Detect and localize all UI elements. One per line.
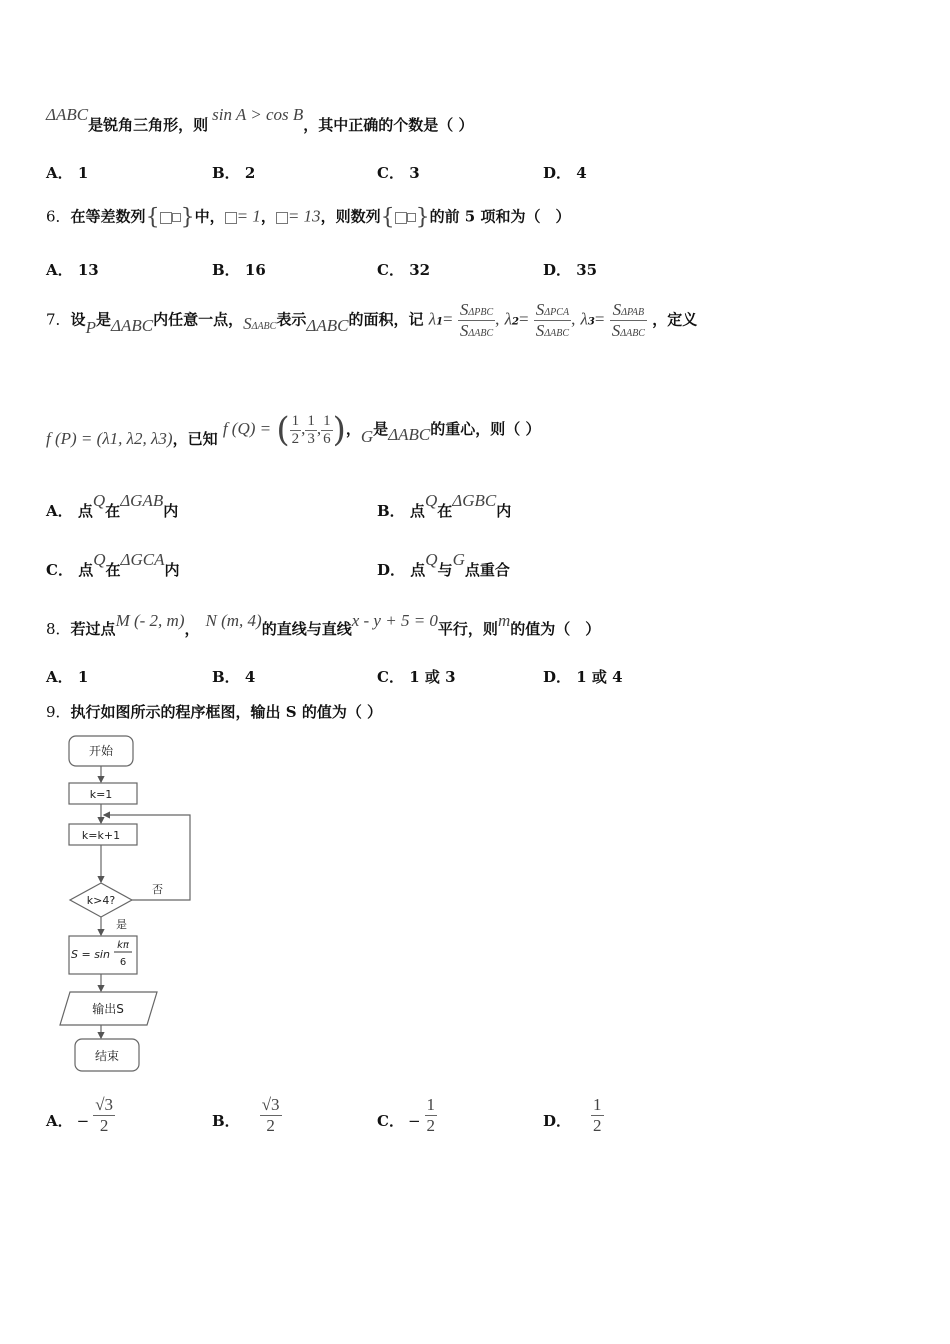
flow-init-label: k=1: [89, 788, 113, 801]
flow-end-label: 结束: [94, 1049, 120, 1063]
missing-glyph-icon: [225, 212, 237, 224]
missing-glyph-icon: [395, 212, 407, 224]
q5-text1: 是锐角三角形，则: [88, 116, 209, 134]
q7-option-d[interactable]: D． 点Q与G点重合: [377, 550, 510, 579]
flow-output-label: 输出S: [92, 1002, 124, 1016]
q5-text2: ，其中正确的个数是（ ）: [303, 116, 474, 134]
flow-start-label: 开始: [88, 744, 114, 758]
flow-no-label: 否: [152, 883, 163, 896]
flow-step-label: k=k+1: [81, 829, 121, 842]
q9-stem: 9．执行如图所示的程序框图，输出 S 的值为（ ）: [46, 703, 383, 721]
q9-option-c[interactable]: C． − $\frac{1}{2}$: [377, 1095, 436, 1135]
q7-stem-line1: 7．设P是ΔABC内任意一点，SΔABC表示ΔABC的面积，记 λ1= $\frac{\text{SΔPBC}}{\text{SΔABC}}$ , λ2= $\frac{\text{SΔPCA}}{\text{SΔABC}}$ , λ3= $\frac{\text{SΔPAB}}{\text{SΔABC}}$ ，定义: [46, 300, 698, 340]
missing-glyph-icon: [276, 212, 288, 224]
missing-glyph-icon: [160, 212, 172, 224]
q6-option-d[interactable]: D． 35: [543, 261, 598, 279]
missing-glyph-icon: [407, 213, 416, 222]
q9-option-a[interactable]: A． − $\frac{√3}{2}$: [46, 1095, 114, 1135]
flow-yes-label: 是: [116, 918, 127, 931]
flow-formula-left: S = sin: [71, 948, 110, 961]
flow-formula-num: kπ: [117, 940, 129, 951]
q6-option-a[interactable]: A． 13: [46, 261, 99, 279]
q5-condition: sin A > cos B: [212, 105, 304, 124]
lambda2-fraction: $\frac{\text{SΔPCA}}{\text{SΔABC}}$: [535, 300, 570, 340]
q5-option-d[interactable]: D． 4: [543, 164, 587, 182]
flow-cond-label: k>4?: [86, 894, 116, 907]
q9-option-b[interactable]: B． $\frac{√3}{2}$: [212, 1095, 280, 1135]
flow-formula-den: 6: [119, 957, 127, 968]
q8-stem: 8．若过点M (- 2, m)， N (m, 4)的直线与直线x - y + 5 = 0平行，则m的值为（ ）: [46, 611, 601, 638]
q8-option-a[interactable]: A． 1: [46, 668, 89, 686]
lambda3-fraction: $\frac{\text{SΔPAB}}{\text{SΔABC}}$: [611, 300, 645, 340]
q7-option-c[interactable]: C． 点Q在ΔGCA内: [46, 550, 180, 579]
q9-option-d[interactable]: D． $\frac{1}{2}$: [543, 1095, 602, 1135]
flowchart: [52, 730, 252, 1080]
q8-option-b[interactable]: B． 4: [212, 668, 256, 686]
q5-stem: [46, 104, 474, 134]
q6-option-c[interactable]: C． 32: [377, 261, 431, 279]
q7-option-b[interactable]: B． 点Q在ΔGBC内: [377, 491, 512, 520]
lambda1-fraction: $\frac{\text{SΔPBC}}{\text{SΔABC}}$: [459, 300, 494, 340]
q5-option-a[interactable]: A． 1: [46, 164, 89, 182]
q5-option-b[interactable]: B． 2: [212, 164, 256, 182]
q5-triangle: ΔABC: [46, 105, 89, 124]
q8-option-d[interactable]: D． 1 或 4: [543, 668, 623, 686]
q6-stem: 6．在等差数列{ }中， = 1， = 13，则数列{ }的前 5 项和为（ ）: [46, 205, 571, 230]
q7-option-a[interactable]: A． 点Q在ΔGAB内: [46, 491, 179, 520]
q7-stem-line2: f (P) = (λ1, λ2, λ3)，已知 f (Q) = ( $\frac{1}{2}$ , $\frac{1}{3}$ , $\frac{1}{6}$ )，G是ΔABC的重心，则（ ）: [46, 410, 541, 450]
q8-option-c[interactable]: C． 1 或 3: [377, 668, 456, 686]
missing-glyph-icon: [172, 213, 181, 222]
q5-option-c[interactable]: C． 3: [377, 164, 420, 182]
q6-option-b[interactable]: B． 16: [212, 261, 266, 279]
